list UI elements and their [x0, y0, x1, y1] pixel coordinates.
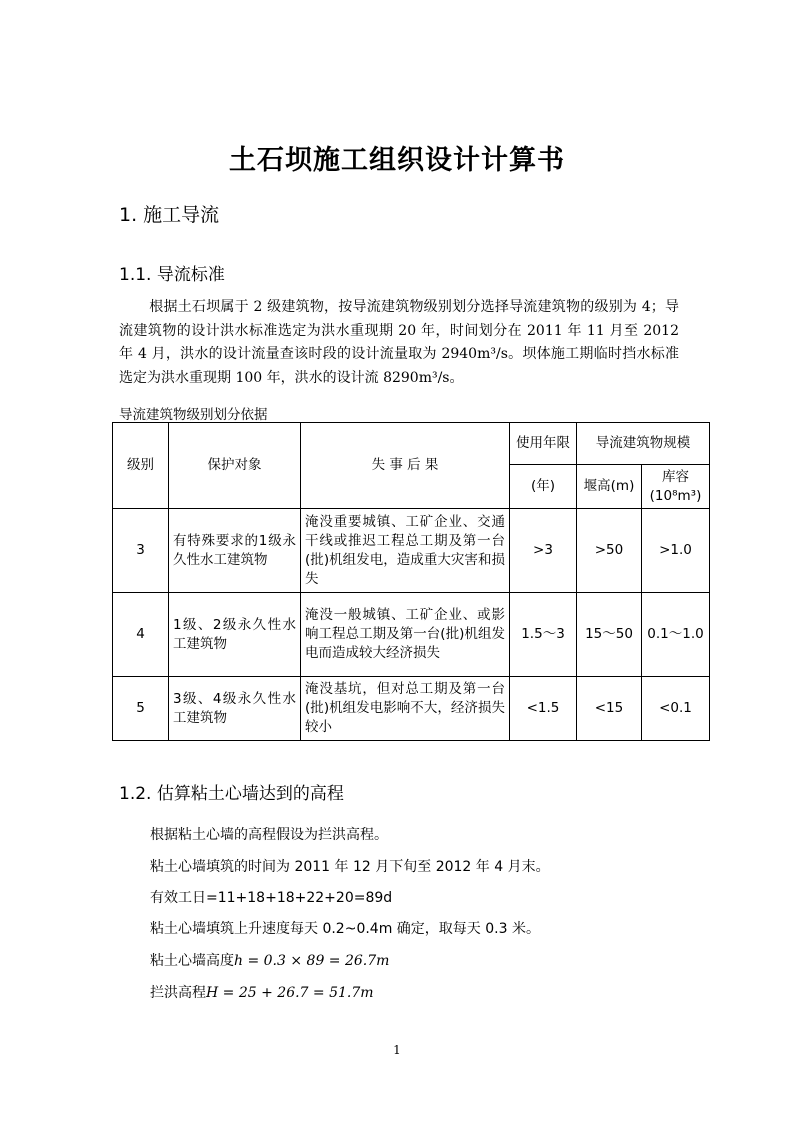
table-row — [113, 593, 710, 677]
body-line: 根据粘土心墙的高程假设为拦洪高程。 — [150, 827, 388, 843]
row-target: 3级、4级永久性水工建筑物 — [169, 677, 301, 741]
row-height: <15 — [577, 677, 642, 741]
classification-table — [112, 422, 710, 741]
header-target: 保护对象 — [169, 423, 301, 509]
body-line: 粘土心墙填筑上升速度每天 0.2~0.4m 确定，取每天 0.3 米。 — [150, 921, 540, 937]
page-number: 1 — [393, 1043, 401, 1057]
standard-paragraph-text: 根据土石坝属于 2 级建筑物，按导流建筑物级别划分选择导流建筑物的级别为 4；导流建筑物的设计洪水标准选定为洪水重现期 20 年，时间划分在 2011 年 11 月至 2012 年 4 月，洪水的设计流量查该时段的设计流量取为 2940m³/s。坝体施工期临时挡水标准选定为洪水重现期 100 年，洪水的设计流 8290m³/s。 — [119, 299, 679, 386]
formula-elevation: H = 25 + 26.7 = 51.7m — [206, 985, 374, 1001]
row-years: <1.5 — [510, 677, 577, 741]
row-target: 有特殊要求的1级永久性水工建筑物 — [169, 509, 301, 593]
document-title: 土石坝施工组织设计计算书 — [229, 145, 565, 176]
table-header-row — [113, 423, 710, 465]
table-row — [113, 677, 710, 741]
header-years-unit: (年) — [510, 465, 577, 509]
formula-label: 粘土心墙高度 — [150, 953, 234, 969]
table-row — [113, 509, 710, 593]
formula-label: 拦洪高程 — [150, 985, 206, 1001]
row-target: 1级、2级永久性水工建筑物 — [169, 593, 301, 677]
row-level: 5 — [113, 677, 169, 741]
standard-paragraph — [119, 296, 679, 390]
header-height: 堰高(m) — [577, 465, 642, 509]
row-consequence: 淹没一般城镇、工矿企业、或影响工程总工期及第一台(批)机组发电而造成较大经济损失 — [301, 593, 510, 677]
header-level: 级别 — [113, 423, 169, 509]
row-consequence: 淹没重要城镇、工矿企业、交通干线或推迟工程总工期及第一台(批)机组发电，造成重大灾害和损失 — [301, 509, 510, 593]
row-years: 1.5～3 — [510, 593, 577, 677]
body-line-formula — [150, 950, 389, 970]
row-capacity: <0.1 — [642, 677, 710, 741]
row-height: >50 — [577, 509, 642, 593]
section-heading-1: 1. 施工导流 — [119, 204, 220, 226]
body-line: 有效工日=11+18+18+22+20=89d — [150, 890, 393, 906]
formula-height: h = 0.3 × 89 = 26.7m — [234, 953, 390, 969]
header-scale: 导流建筑物规模 — [577, 423, 710, 465]
header-consequence: 失 事 后 果 — [301, 423, 510, 509]
body-line-formula — [150, 982, 374, 1002]
row-height: 15～50 — [577, 593, 642, 677]
row-years: >3 — [510, 509, 577, 593]
row-capacity: 0.1～1.0 — [642, 593, 710, 677]
row-level: 3 — [113, 509, 169, 593]
row-capacity: >1.0 — [642, 509, 710, 593]
row-level: 4 — [113, 593, 169, 677]
body-line: 粘土心墙填筑的时间为 2011 年 12 月下旬至 2012 年 4 月末。 — [150, 859, 550, 875]
table-caption: 导流建筑物级别划分依据 — [119, 407, 268, 423]
section-heading-1-1: 1.1. 导流标准 — [119, 265, 225, 285]
section-heading-1-2: 1.2. 估算粘土心墙达到的高程 — [119, 784, 344, 804]
row-consequence: 淹没基坑，但对总工期及第一台(批)机组发电影响不大，经济损失较小 — [301, 677, 510, 741]
header-capacity: 库容(10⁸m³) — [642, 465, 710, 509]
header-years: 使用年限 — [510, 423, 577, 465]
